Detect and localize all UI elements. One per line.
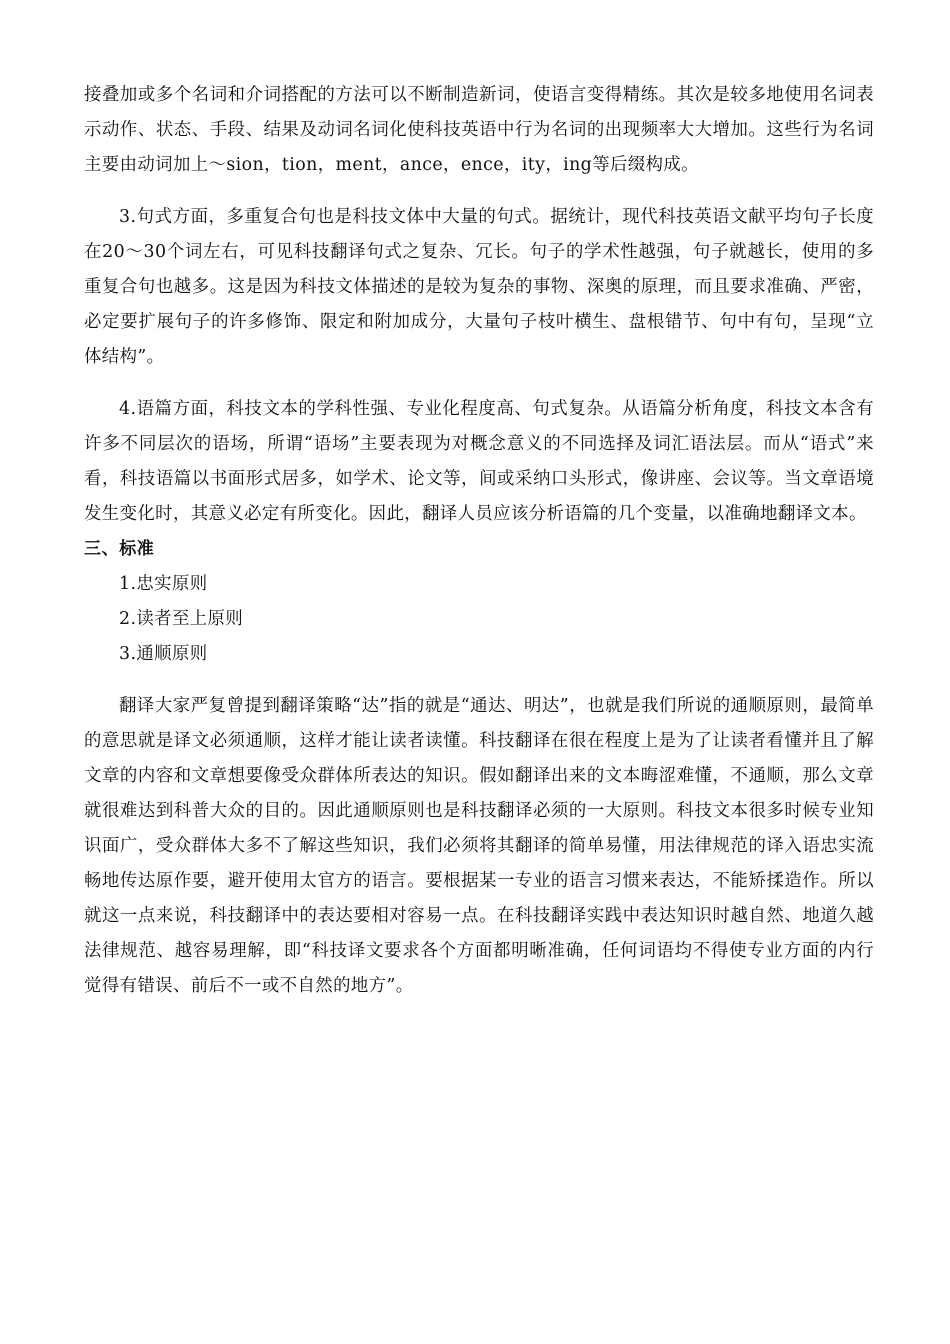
document-page — [84, 78, 874, 1004]
paragraph-sentence-structure: 3.句式方面，多重复合句也是科技文体中大量的句式。据统计，现代科技英语文献平均句子长度在20～30个词左右，可见科技翻译句式之复杂、冗长。句子的学术性越强，句子就越长，使用的多重复合句也越多。这是因为科技文体描述的是较为复杂的事物、深奥的原理，而且要求准确、严密，必定要扩展句子的许多修饰、限定和附加成分，大量句子枝叶横生、盘根错节、句中有句，呈现“立体结构”。 — [84, 207, 874, 367]
paragraph-fluency-principle: 翻译大家严复曾提到翻译策略“达”指的就是“通达、明达”，也就是我们所说的通顺原则，最简单的意思就是译文必须通顺，这样才能让读者读懂。科技翻译在很在程度上是为了让读者看懂并且了解文章的内容和文章想要像受众群体所表达的知识。假如翻译出来的文本晦涩难懂，不通顺，那么文章就很难达到科普大众的目的。因此通顺原则也是科技翻译必须的一大原则。科技文本很多时候专业知识面广，受众群体大多不了解这些知识，我们必须将其翻译的简单易懂，用法律规范的译入语忠实流畅地传达原作要，避开使用太官方的语言。要根据某一专业的语言习惯来表达，不能矫揉造作。所以就这一点来说，科技翻译中的表达要相对容易一点。在科技翻译实践中表达知识时越自然、地道久越法律规范、越容易理解，即“科技译文要求各个方面都明晰准确，任何词语均不得使专业方面的内行觉得有错误、前后不一或不自然的地方”。 — [84, 696, 874, 996]
paragraph-discourse: 4.语篇方面，科技文本的学科性强、专业化程度高、句式复杂。从语篇分析角度，科技文本含有许多不同层次的语场，所谓“语场”主要表现为对概念意义的不同选择及词汇语法层。而从“语式”来看，科技语篇以书面形式居多，如学术、论文等，间或采纳口头形式，像讲座、会议等。当文章语境发生变化时，其意义必定有所变化。因此，翻译人员应该分析语篇的几个变量，以准确地翻译文本。 — [84, 399, 874, 524]
standard-item-faithfulness: 1.忠实原则 — [119, 574, 208, 594]
standard-item-fluency: 3.通顺原则 — [119, 644, 208, 664]
section-heading-standards: 三、标准 — [84, 539, 155, 559]
paragraph-vocabulary-continued: 接叠加或多个名词和介词搭配的方法可以不断制造新词，使语言变得精练。其次是较多地使用名词表示动作、状态、手段、结果及动词名词化使科技英语中行为名词的出现频率大大增加。这些行为名词主要由动词加上～sion，tion，ment，ance，ence，ity，ing等后缀构成。 — [84, 85, 874, 175]
standard-item-reader-first: 2.读者至上原则 — [119, 609, 244, 629]
